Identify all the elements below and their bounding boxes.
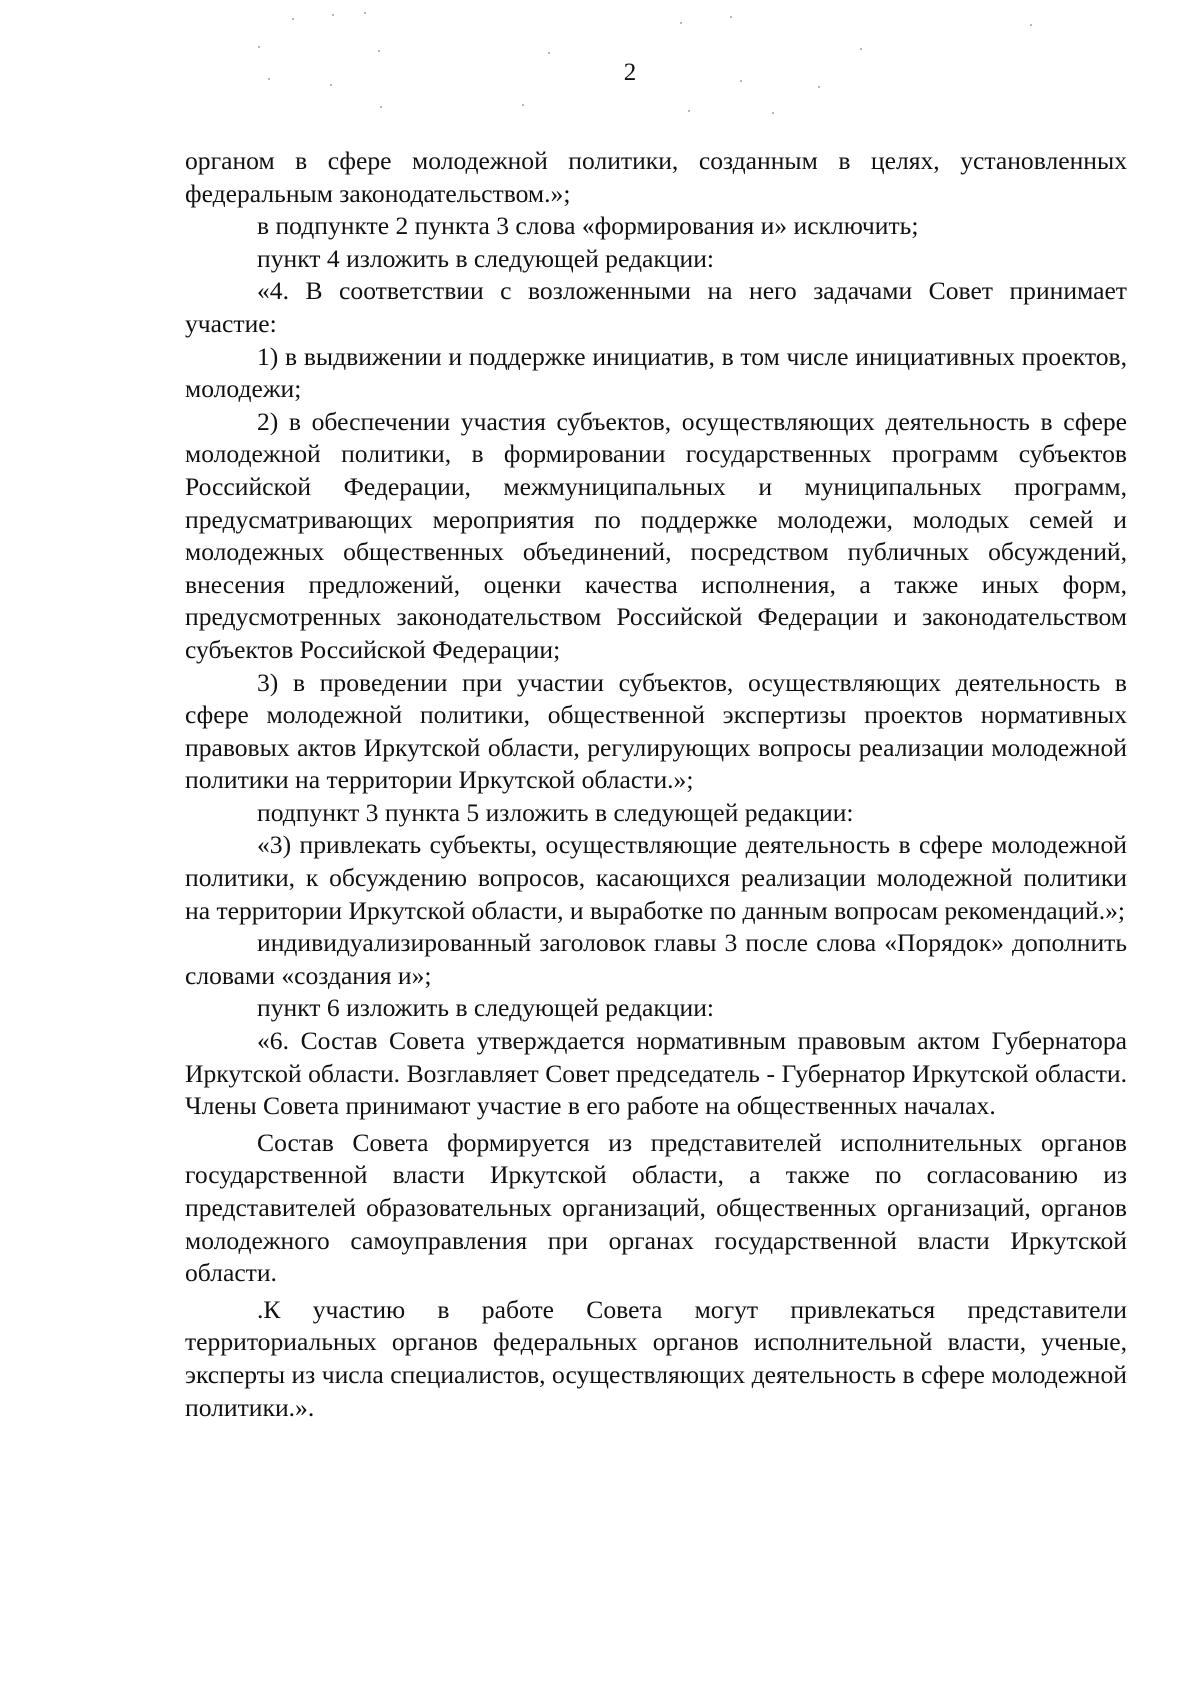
scan-speck	[332, 14, 334, 16]
paragraph: «4. В соответствии с возложенными на него задачами Совет принимает участие:	[185, 276, 1127, 338]
paragraph: 2) в обеспечении участия субъектов, осуществляющих деятельность в сфере молодежной политики, в формировании государственных программ субъектов Российской Федерации, межмуниципальных и муниципальных программ, предусматривающих мероприятия по поддержке молодежи, молодых семей и молодежных общественных объединений, посредством публичных обсуждений, внесения предложений, оценки качества исполнения, а также иных форм, предусмотренных законодательством Российской Федерации и законодательством субъектов Российской Федерации;	[185, 406, 1127, 664]
scan-speck	[730, 16, 732, 18]
scan-speck	[258, 46, 260, 48]
scan-speck	[522, 104, 524, 106]
scan-speck	[548, 52, 550, 54]
scan-speck	[364, 12, 366, 14]
scan-speck	[378, 50, 380, 52]
paragraph: 3) в проведении при участии субъектов, осуществляющих деятельность в сфере молодежной политики, общественной экспертизы проектов нормативных правовых актов Иркутской области, регулирующих вопросы реализации молодежной политики на территории Иркутской области.»;	[185, 667, 1127, 795]
paragraph: .К участию в работе Совета могут привлекаться представители территориальных органов федеральных органов исполнительной власти, ученые, эксперты из числа специалистов, осуществляющих деятельность в сфере молодежной политики.».	[185, 1294, 1127, 1422]
scan-speck	[860, 48, 862, 50]
paragraph: в подпункте 2 пункта 3 слова «формирования и» исключить;	[257, 211, 919, 241]
paragraph: индивидуализированный заголовок главы 3 после слова «Порядок» дополнить словами «создания и»;	[185, 928, 1127, 990]
paragraph: «3) привлекать субъекты, осуществляющие деятельность в сфере молодежной политики, к обсуждению вопросов, касающихся реализации молодежной политики на территории Иркутской области, и выработке по данным вопросам рекомендаций.»;	[185, 830, 1127, 925]
scan-speck	[688, 110, 690, 112]
paragraph: 1) в выдвижении и поддержке инициатив, в том числе инициативных проектов, молодежи;	[185, 341, 1127, 404]
scan-speck	[680, 22, 682, 24]
scan-speck	[380, 106, 382, 108]
page-number: 2	[623, 59, 637, 86]
document-body	[185, 145, 1127, 1424]
scan-speck	[292, 18, 294, 20]
paragraph: пункт 4 изложить в следующей редакции:	[257, 243, 715, 273]
paragraph: «6. Состав Совета утверждается нормативным правовым актом Губернатора Иркутской области. Возглавляет Совет председатель - Губернатор Иркутской области. Члены Совета принимают участие в его работе на общественных началах.	[185, 1026, 1127, 1121]
paragraph: пункт 6 изложить в следующей редакции:	[257, 993, 715, 1023]
paragraph: Состав Совета формируется из представителей исполнительных органов государственной власти Иркутской области, а также по согласованию из представителей образовательных организаций, общественных организаций, органов молодежного самоуправления при органах государственной власти Иркутской области.	[185, 1127, 1127, 1288]
paragraph: органом в сфере молодежной политики, созданным в целях, установленных федеральным законодательством.»;	[185, 146, 1127, 208]
scan-speck	[1030, 24, 1032, 26]
scan-speck	[772, 112, 774, 114]
paragraph: подпункт 3 пункта 5 изложить в следующей редакции:	[257, 797, 854, 827]
